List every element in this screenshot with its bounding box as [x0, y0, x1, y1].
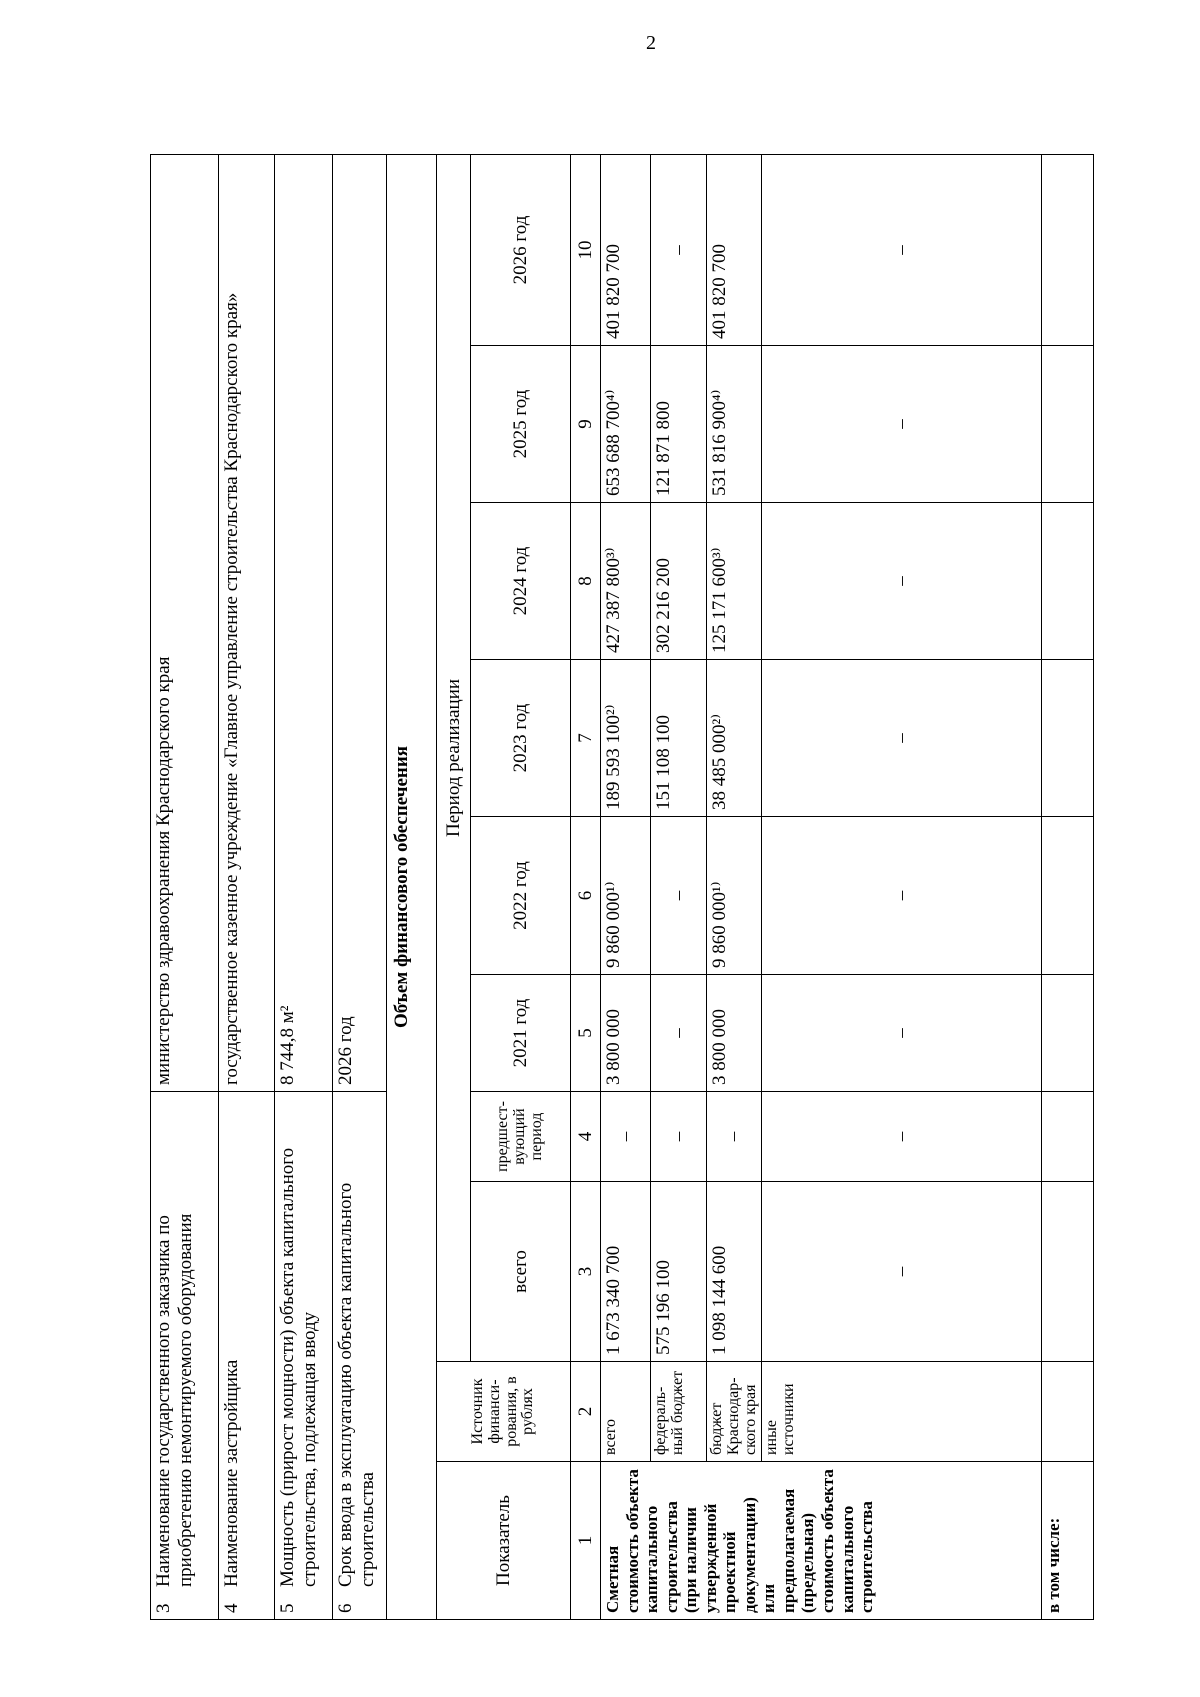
column-number: 8	[571, 503, 601, 660]
value-cell: 1 098 144 600	[707, 1182, 762, 1362]
table-row	[1042, 154, 1094, 1619]
column-numbers-row	[571, 154, 601, 1619]
value-cell: –	[707, 1092, 762, 1182]
year-header: 2024 год	[471, 503, 571, 660]
value-cell: 3 800 000	[707, 975, 762, 1092]
indicator-header: Показатель	[437, 1462, 571, 1620]
value-cell: 401 820 700	[601, 154, 651, 345]
info-value: 8 744,8 м²	[275, 154, 333, 1091]
capital-construction-table	[150, 154, 1094, 1620]
year-header: 2026 год	[471, 154, 571, 345]
value-cell: 38 485 000²⁾	[707, 660, 762, 817]
year-header: 2023 год	[471, 660, 571, 817]
value-cell: 575 196 100	[651, 1182, 707, 1362]
column-number: 10	[571, 154, 601, 345]
value-cell: 3 800 000	[601, 975, 651, 1092]
finance-title: Объем финансового обеспечения	[387, 154, 437, 1619]
value-cell: –	[762, 503, 1042, 660]
info-row	[333, 154, 387, 1619]
info-row	[275, 154, 333, 1619]
column-number: 7	[571, 660, 601, 817]
rotated-content	[150, 155, 1170, 1620]
value-cell: –	[651, 154, 707, 345]
value-cell: –	[762, 154, 1042, 345]
table-row	[762, 154, 1042, 1619]
value-cell: –	[762, 1182, 1042, 1362]
value-cell: 9 860 000¹⁾	[601, 817, 651, 975]
value-cell: –	[762, 817, 1042, 975]
column-number: 5	[571, 975, 601, 1092]
source-header: Источник финанси-рования, в рублях	[437, 1362, 571, 1462]
value-cell: 9 860 000¹⁾	[707, 817, 762, 975]
info-row	[151, 154, 219, 1619]
column-number: 6	[571, 817, 601, 975]
column-number: 4	[571, 1092, 601, 1182]
table-row	[601, 154, 651, 1619]
row-number: 5	[277, 1603, 298, 1613]
value-cell: –	[762, 660, 1042, 817]
value-cell: –	[651, 975, 707, 1092]
info-value: министерство здравоохранения Краснодарского края	[151, 154, 219, 1091]
value-cell: 189 593 100²⁾	[601, 660, 651, 817]
value-cell: 531 816 900⁴⁾	[707, 346, 762, 503]
info-value: государственное казенное учреждение «Главное управление строительства Краснодарского края»	[219, 154, 275, 1091]
value-cell: –	[651, 1092, 707, 1182]
value-cell: 401 820 700	[707, 154, 762, 345]
info-label: Наименование застройщика	[221, 1359, 242, 1587]
value-cell: 653 688 700⁴⁾	[601, 346, 651, 503]
year-header: 2022 год	[471, 817, 571, 975]
info-value: 2026 год	[333, 154, 387, 1091]
value-cell: 302 216 200	[651, 503, 707, 660]
column-number: 9	[571, 346, 601, 503]
value-cell: 1 673 340 700	[601, 1182, 651, 1362]
column-number: 2	[571, 1362, 601, 1462]
source-cell: иные источники	[762, 1362, 1042, 1462]
row-number: 3	[153, 1603, 174, 1613]
info-label: Срок ввода в эксплуатацию объекта капитального строительства	[335, 1182, 378, 1587]
info-label: Наименование государственного заказчика по приобретению немонтируемого оборудования	[153, 1213, 196, 1587]
header-row	[437, 154, 471, 1619]
year-header: 2025 год	[471, 346, 571, 503]
value-cell: 125 171 600³⁾	[707, 503, 762, 660]
info-label: Мощность (прирост мощности) объекта капитального строительства, подлежащая вводу	[277, 1147, 320, 1587]
value-cell: 151 108 100	[651, 660, 707, 817]
info-row	[219, 154, 275, 1619]
row-number: 6	[335, 1603, 356, 1613]
including-label: в том числе:	[1042, 1462, 1094, 1620]
row-number: 4	[221, 1603, 242, 1613]
value-cell: –	[762, 346, 1042, 503]
source-cell: федераль-ный бюджет	[651, 1362, 707, 1462]
source-cell: бюджет Краснодар-ского края	[707, 1362, 762, 1462]
total-header: всего	[471, 1182, 571, 1362]
period-header: Период реализации	[437, 154, 471, 1361]
year-header: 2021 год	[471, 975, 571, 1092]
page-number: 2	[646, 32, 656, 54]
prior-period-header: предшест-вующий период	[471, 1092, 571, 1182]
source-cell: всего	[601, 1362, 651, 1462]
indicator-label: Сметная стоимость объекта капитального строительства (при наличии утвержденной проектной документации) или предполагаемая (предельная) стоимость объекта капитального строительства	[601, 1462, 1042, 1620]
value-cell: 427 387 800³⁾	[601, 503, 651, 660]
column-number: 1	[571, 1462, 601, 1620]
table-row	[651, 154, 707, 1619]
column-number: 3	[571, 1182, 601, 1362]
value-cell: –	[651, 817, 707, 975]
value-cell: –	[762, 975, 1042, 1092]
value-cell: –	[762, 1092, 1042, 1182]
table-row	[707, 154, 762, 1619]
value-cell: –	[601, 1092, 651, 1182]
value-cell: 121 871 800	[651, 346, 707, 503]
